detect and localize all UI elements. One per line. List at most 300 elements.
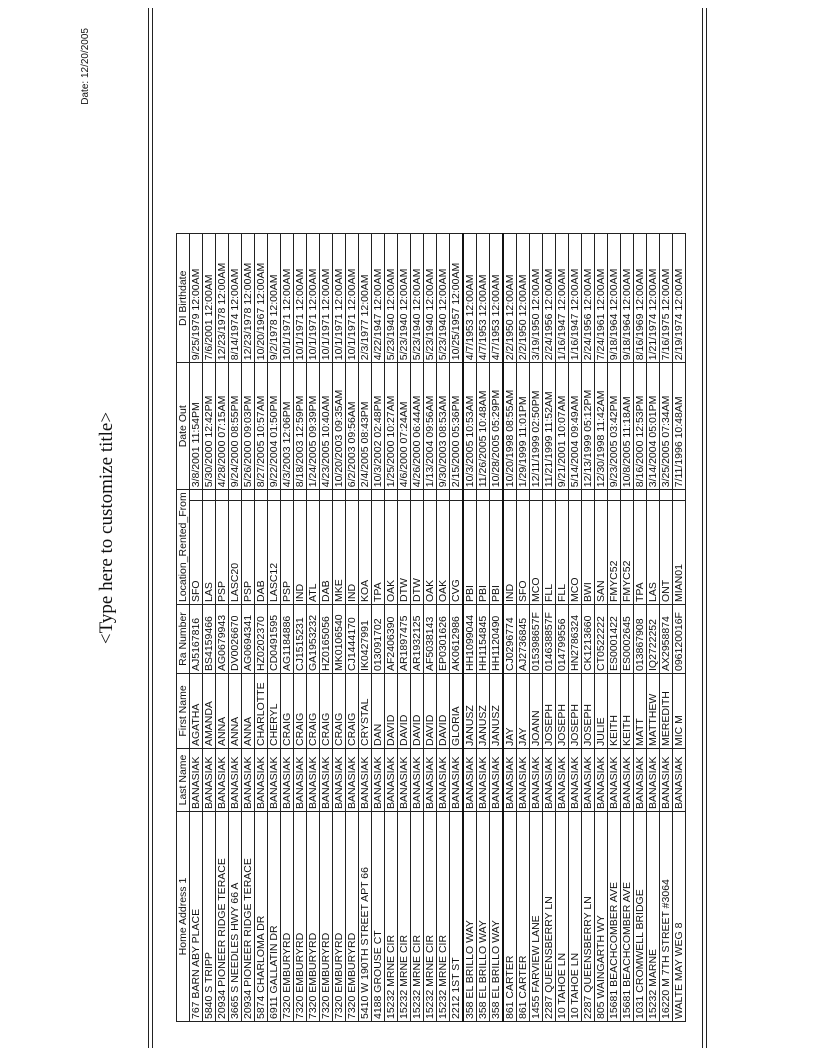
cell-last-name: BANASIAK [203, 749, 216, 812]
table-row [333, 234, 346, 1022]
cell-blank [359, 490, 372, 501]
table-row [569, 234, 582, 1022]
cell-birthdate: 1/16/1947 12:00AM [569, 234, 582, 363]
cell-blank [229, 490, 242, 501]
report-date: Date: 12/20/2005 [80, 28, 91, 105]
cell-last-name: BANASIAK [268, 749, 281, 812]
cell-birthdate: 5/23/1940 12:00AM [385, 234, 398, 363]
cell-first-name: ANNA [242, 674, 255, 749]
cell-location: LAS [203, 501, 216, 605]
cell-first-name: MATT [634, 674, 647, 749]
cell-first-name: JANUSZ [477, 674, 490, 749]
cell-first-name: CRAIG [307, 674, 320, 749]
cell-first-name: AMANDA [203, 674, 216, 749]
cell-date-out: 10/20/2003 09:35AM [333, 363, 346, 490]
table-row [411, 234, 424, 1022]
cell-first-name: CHERYL [268, 674, 281, 749]
cell-birthdate: 2/24/1956 12:00AM [582, 234, 595, 363]
cell-date-out: 9/24/2000 08:55PM [229, 363, 242, 490]
cell-ra-number: AF5038143 [424, 605, 437, 674]
cell-location: PBI [463, 501, 477, 605]
cell-location: LAS [647, 501, 660, 605]
table-row [294, 234, 307, 1022]
cell-date-out: 7/11/1996 10:48AM [673, 363, 686, 490]
cell-date-out: 2/4/2005 08:43PM [359, 363, 372, 490]
cell-ra-number: CK1213660 [582, 605, 595, 674]
cell-first-name: DAVID [424, 674, 437, 749]
cell-ra-number: IK0427991 [359, 605, 372, 674]
cell-last-name: BANASIAK [372, 749, 385, 812]
cell-last-name: BANASIAK [647, 749, 660, 812]
cell-date-out: 1/24/2005 09:39PM [307, 363, 320, 490]
cell-birthdate: 4/7/1953 12:00AM [477, 234, 490, 363]
table-row [595, 234, 608, 1022]
cell-ra-number: CJ0296774 [503, 605, 517, 674]
cell-blank [673, 490, 686, 501]
cell-address: 7320 EMBURYRD [281, 812, 294, 1022]
cell-last-name: BANASIAK [530, 749, 543, 812]
cell-ra-number: HN2786324 [569, 605, 582, 674]
cell-address: 6911 GALLATIN DR [268, 812, 281, 1022]
cell-blank [203, 490, 216, 501]
cell-address: 7320 EMBURYRD [333, 812, 346, 1022]
cell-ra-number: IQ2722252 [647, 605, 660, 674]
table-row [203, 234, 216, 1022]
cell-date-out: 4/28/2000 07:15AM [216, 363, 229, 490]
cell-address: 16220 M 7TH STREET #3064 [660, 812, 673, 1022]
top-rule-double [152, 8, 153, 1048]
table-row [320, 234, 333, 1022]
cell-last-name: BANASIAK [660, 749, 673, 812]
cell-date-out: 3/14/2004 05:01PM [647, 363, 660, 490]
cell-first-name: JAY [503, 674, 517, 749]
cell-date-out: 11/26/2005 10:48AM [477, 363, 490, 490]
cell-address: 5840 S TRIPP [203, 812, 216, 1022]
cell-date-out: 5/14/2004 09:49AM [569, 363, 582, 490]
cell-date-out: 12/13/1999 05:12PM [582, 363, 595, 490]
cell-first-name: JOANN [530, 674, 543, 749]
cell-location: FMYC52 [621, 501, 634, 605]
cell-location: PSP [216, 501, 229, 605]
cell-birthdate: 2/3/1977 12:00AM [359, 234, 372, 363]
table-row [582, 234, 595, 1022]
cell-first-name: CHARLOTTE [255, 674, 268, 749]
cell-blank [517, 490, 530, 501]
cell-first-name: DAN [372, 674, 385, 749]
cell-address: 861 CARTER [503, 812, 517, 1022]
table-row [490, 234, 504, 1022]
cell-address: 15232 MRNE CIR [437, 812, 450, 1022]
cell-address: 2287 QUEENSBERRY LN [582, 812, 595, 1022]
table-row [255, 234, 268, 1022]
cell-address: 15681 BEACHCOMBER AVE [608, 812, 621, 1022]
cell-address: WALTE MAY WEG 8 [673, 812, 686, 1022]
cell-ra-number: DV0026670 [229, 605, 242, 674]
cell-last-name: BANASIAK [543, 749, 556, 812]
cell-first-name: ANNA [216, 674, 229, 749]
table-row [450, 234, 464, 1022]
cell-blank [660, 490, 673, 501]
cell-last-name: BANASIAK [608, 749, 621, 812]
cell-birthdate: 10/1/1971 12:00AM [346, 234, 359, 363]
cell-birthdate: 10/1/1971 12:00AM [281, 234, 294, 363]
cell-blank [582, 490, 595, 501]
cell-birthdate: 5/23/1940 12:00AM [424, 234, 437, 363]
cell-blank [437, 490, 450, 501]
cell-blank [411, 490, 424, 501]
cell-blank [268, 490, 281, 501]
cell-first-name: DAVID [398, 674, 411, 749]
cell-last-name: BANASIAK [673, 749, 686, 812]
cell-ra-number: AJ2736845 [517, 605, 530, 674]
cell-ra-number: ES0001422 [608, 605, 621, 674]
cell-date-out: 10/3/2005 10:53AM [463, 363, 477, 490]
cell-birthdate: 2/24/1956 12:00AM [543, 234, 556, 363]
cell-blank [530, 490, 543, 501]
cell-date-out: 1/13/2004 09:56AM [424, 363, 437, 490]
table-row [608, 234, 621, 1022]
cell-ra-number: GA1953232 [307, 605, 320, 674]
rental-table [176, 233, 686, 1022]
cell-birthdate: 9/18/1964 12:00AM [621, 234, 634, 363]
cell-location: OAK [424, 501, 437, 605]
report-title: <Type here to customize title> [96, 411, 117, 645]
cell-ra-number: AJ5167816 [190, 605, 203, 674]
cell-first-name: MEREDITH [660, 674, 673, 749]
bottom-rule-double [706, 8, 707, 1048]
cell-location: MCO [530, 501, 543, 605]
cell-last-name: BANASIAK [242, 749, 255, 812]
cell-blank [621, 490, 634, 501]
cell-address: 861 CARTER [517, 812, 530, 1022]
cell-last-name: BANASIAK [255, 749, 268, 812]
cell-address: 15681 BEACHCOMBER AVE [621, 812, 634, 1022]
col-header-location: Location_Rented_From [177, 490, 190, 605]
cell-address: 5410 W 190TH STREET APT 66 [359, 812, 372, 1022]
table-header-row [177, 234, 190, 1022]
cell-ra-number: 015398657F [530, 605, 543, 674]
cell-first-name: JANUSZ [490, 674, 504, 749]
cell-address: 5874 CHARLOMA DR [255, 812, 268, 1022]
table-row [463, 234, 477, 1022]
cell-address: 1031 CROMWELL BRIDGE [634, 812, 647, 1022]
cell-location: DTW [411, 501, 424, 605]
cell-last-name: BANASIAK [411, 749, 424, 812]
cell-ra-number: AK0612986 [450, 605, 464, 674]
cell-location: OAK [437, 501, 450, 605]
cell-location: SAN [595, 501, 608, 605]
cell-birthdate: 10/1/1971 12:00AM [294, 234, 307, 363]
table-row [634, 234, 647, 1022]
table-row [216, 234, 229, 1022]
table-row [647, 234, 660, 1022]
cell-first-name: KEITH [608, 674, 621, 749]
cell-blank [242, 490, 255, 501]
cell-location: IND [294, 501, 307, 605]
cell-ra-number: BS4159466 [203, 605, 216, 674]
cell-ra-number: MK0106540 [333, 605, 346, 674]
cell-date-out: 4/23/2005 10:40AM [320, 363, 333, 490]
cell-last-name: BANASIAK [503, 749, 517, 812]
cell-location: BWI [582, 501, 595, 605]
cell-date-out: 1/25/2000 10:27AM [385, 363, 398, 490]
cell-ra-number: AG0694341 [242, 605, 255, 674]
cell-address: 15232 MARNE [647, 812, 660, 1022]
cell-blank [608, 490, 621, 501]
table-row [543, 234, 556, 1022]
cell-ra-number: HZ0202370 [255, 605, 268, 674]
cell-ra-number: AX2958874 [660, 605, 673, 674]
cell-birthdate: 5/23/1940 12:00AM [398, 234, 411, 363]
cell-address: 15232 MRNE CIR [411, 812, 424, 1022]
cell-blank [346, 490, 359, 501]
cell-last-name: BANASIAK [190, 749, 203, 812]
cell-ra-number: HZ0165056 [320, 605, 333, 674]
cell-address: 3665 S NEEDLES HWY 66 A [229, 812, 242, 1022]
cell-date-out: 12/11/1999 02:50PM [530, 363, 543, 490]
cell-birthdate: 7/16/1975 12:00AM [660, 234, 673, 363]
cell-last-name: BANASIAK [437, 749, 450, 812]
cell-blank [281, 490, 294, 501]
cell-date-out: 11/21/1999 11:52AM [543, 363, 556, 490]
col-header-address: Home Address 1 [177, 812, 190, 1022]
cell-date-out: 5/30/2000 12:42PM [203, 363, 216, 490]
cell-blank [634, 490, 647, 501]
cell-date-out: 6/2/2003 09:56AM [346, 363, 359, 490]
cell-blank [490, 490, 504, 501]
cell-location: DAB [320, 501, 333, 605]
cell-blank [503, 490, 517, 501]
cell-date-out: 3/25/2005 07:34AM [660, 363, 673, 490]
cell-first-name: KEITH [621, 674, 634, 749]
cell-address: 1455 FARVIEW LANE [530, 812, 543, 1022]
bottom-rule [702, 8, 703, 1048]
cell-ra-number: 013867908 [634, 605, 647, 674]
cell-ra-number: 013091702 [372, 605, 385, 674]
cell-date-out: 10/3/2002 02:48PM [372, 363, 385, 490]
table-row [530, 234, 543, 1022]
cell-first-name: CRAIG [320, 674, 333, 749]
cell-first-name: CRAIG [346, 674, 359, 749]
cell-blank [307, 490, 320, 501]
cell-address: 805 WAINGARTH WY [595, 812, 608, 1022]
cell-date-out: 9/23/2005 03:42PM [608, 363, 621, 490]
cell-birthdate: 2/19/1974 12:00AM [673, 234, 686, 363]
cell-blank [477, 490, 490, 501]
cell-date-out: 4/6/2000 07:24AM [398, 363, 411, 490]
cell-blank [333, 490, 346, 501]
table-row [385, 234, 398, 1022]
cell-first-name: DAVID [411, 674, 424, 749]
table-row [477, 234, 490, 1022]
cell-birthdate: 4/7/1953 12:00AM [463, 234, 477, 363]
cell-first-name: JOSEPH [569, 674, 582, 749]
cell-ra-number: 096120016F [673, 605, 686, 674]
cell-birthdate: 12/23/1978 12:00AM [216, 234, 229, 363]
cell-date-out: 10/8/2005 11:18AM [621, 363, 634, 490]
cell-location: MKE [333, 501, 346, 605]
cell-ra-number: HH1154845 [477, 605, 490, 674]
cell-date-out: 5/26/2000 09:03PM [242, 363, 255, 490]
cell-ra-number: AG0679943 [216, 605, 229, 674]
table-row [398, 234, 411, 1022]
table-row [359, 234, 372, 1022]
cell-first-name: CRAIG [281, 674, 294, 749]
cell-ra-number: ES0002645 [621, 605, 634, 674]
cell-birthdate: 10/1/1971 12:00AM [307, 234, 320, 363]
table-body [190, 234, 686, 1022]
cell-location: ONT [660, 501, 673, 605]
cell-birthdate: 7/24/1961 12:00AM [595, 234, 608, 363]
cell-last-name: BANASIAK [346, 749, 359, 812]
cell-location: PSP [242, 501, 255, 605]
cell-location: ATL [307, 501, 320, 605]
cell-blank [216, 490, 229, 501]
cell-first-name: CRYSTAL [359, 674, 372, 749]
cell-last-name: BANASIAK [424, 749, 437, 812]
cell-date-out: 10/28/2005 05:29PM [490, 363, 504, 490]
cell-birthdate: 8/14/1974 12:00AM [229, 234, 242, 363]
cell-blank [255, 490, 268, 501]
cell-birthdate: 2/2/1950 12:00AM [503, 234, 517, 363]
cell-address: 7320 EMBURYRD [307, 812, 320, 1022]
cell-last-name: BANASIAK [229, 749, 242, 812]
cell-blank [463, 490, 477, 501]
cell-birthdate: 10/1/1971 12:00AM [320, 234, 333, 363]
cell-date-out: 3/8/2001 11:54PM [190, 363, 203, 490]
cell-first-name: DAVID [385, 674, 398, 749]
cell-location: MCO [569, 501, 582, 605]
cell-address: 7320 EMBURYRD [346, 812, 359, 1022]
table-row [229, 234, 242, 1022]
cell-birthdate: 2/2/1950 12:00AM [517, 234, 530, 363]
cell-first-name: MATTHEW [647, 674, 660, 749]
cell-ra-number: HH1099044 [463, 605, 477, 674]
table-row [673, 234, 686, 1022]
cell-location: FLL [556, 501, 569, 605]
cell-last-name: BANASIAK [385, 749, 398, 812]
cell-first-name: JOSEPH [556, 674, 569, 749]
cell-date-out: 10/20/1998 08:55AM [503, 363, 517, 490]
cell-birthdate: 1/16/1947 12:00AM [556, 234, 569, 363]
cell-location: KOA [359, 501, 372, 605]
col-header-ra-number: Ra Number [177, 605, 190, 674]
cell-blank [556, 490, 569, 501]
cell-blank [190, 490, 203, 501]
cell-last-name: BANASIAK [556, 749, 569, 812]
cell-last-name: BANASIAK [634, 749, 647, 812]
cell-location: PBI [490, 501, 504, 605]
table-row [503, 234, 517, 1022]
cell-last-name: BANASIAK [621, 749, 634, 812]
top-rule [148, 8, 149, 1048]
cell-first-name: ANNA [229, 674, 242, 749]
cell-blank [372, 490, 385, 501]
cell-location: PBI [477, 501, 490, 605]
cell-first-name: MIC M [673, 674, 686, 749]
cell-address: 7320 EMBURYRD [294, 812, 307, 1022]
cell-first-name: DAVID [437, 674, 450, 749]
cell-address: 358 EL BRILLO WAY [477, 812, 490, 1022]
table-row [242, 234, 255, 1022]
cell-last-name: BANASIAK [450, 749, 464, 812]
cell-location: OAK [385, 501, 398, 605]
cell-date-out: 9/21/2001 10:07AM [556, 363, 569, 490]
cell-birthdate: 8/16/1969 12:00AM [634, 234, 647, 363]
table-row [517, 234, 530, 1022]
cell-date-out: 2/15/2000 05:36PM [450, 363, 464, 490]
table-row [621, 234, 634, 1022]
cell-birthdate: 9/18/1964 12:00AM [608, 234, 621, 363]
cell-location: SFO [517, 501, 530, 605]
cell-last-name: BANASIAK [307, 749, 320, 812]
cell-birthdate: 5/23/1940 12:00AM [437, 234, 450, 363]
cell-first-name: JANUSZ [463, 674, 477, 749]
cell-last-name: BANASIAK [569, 749, 582, 812]
table-row [281, 234, 294, 1022]
cell-birthdate: 10/20/1967 12:00AM [255, 234, 268, 363]
cell-ra-number: HH1120490 [490, 605, 504, 674]
cell-location: CVG [450, 501, 464, 605]
cell-birthdate: 1/21/1974 12:00AM [647, 234, 660, 363]
cell-last-name: BANASIAK [333, 749, 346, 812]
cell-blank [450, 490, 464, 501]
cell-last-name: BANASIAK [517, 749, 530, 812]
cell-blank [647, 490, 660, 501]
cell-address: 358 EL BRILLO WAY [463, 812, 477, 1022]
cell-address: 2212 1ST ST [450, 812, 464, 1022]
cell-ra-number: AF2406390 [385, 605, 398, 674]
table-row [556, 234, 569, 1022]
cell-ra-number: CJ1444170 [346, 605, 359, 674]
cell-date-out: 8/18/2003 12:59PM [294, 363, 307, 490]
cell-blank [294, 490, 307, 501]
cell-location: DAB [255, 501, 268, 605]
cell-date-out: 9/22/2004 01:50PM [268, 363, 281, 490]
col-header-birthdate: DI Birthdate [177, 234, 190, 363]
table-row [268, 234, 281, 1022]
cell-last-name: BANASIAK [595, 749, 608, 812]
cell-birthdate: 5/23/1940 12:00AM [411, 234, 424, 363]
cell-location: IND [346, 501, 359, 605]
cell-last-name: BANASIAK [463, 749, 477, 812]
cell-location: SFO [190, 501, 203, 605]
cell-location: PSP [281, 501, 294, 605]
cell-location: TPA [634, 501, 647, 605]
cell-last-name: BANASIAK [477, 749, 490, 812]
cell-last-name: BANASIAK [582, 749, 595, 812]
cell-ra-number: CT0522222 [595, 605, 608, 674]
cell-first-name: AGATHA [190, 674, 203, 749]
table-row [190, 234, 203, 1022]
cell-location: DTW [398, 501, 411, 605]
cell-date-out: 8/16/2000 12:53PM [634, 363, 647, 490]
cell-address: 10 TAHOE LN [569, 812, 582, 1022]
cell-date-out: 4/3/2003 12:06PM [281, 363, 294, 490]
table-row [372, 234, 385, 1022]
cell-birthdate: 3/19/1950 12:00AM [530, 234, 543, 363]
cell-birthdate: 4/22/1947 12:00AM [372, 234, 385, 363]
table-row [660, 234, 673, 1022]
cell-birthdate: 4/7/1953 12:00AM [490, 234, 504, 363]
cell-last-name: BANASIAK [216, 749, 229, 812]
cell-ra-number: CJ1515231 [294, 605, 307, 674]
cell-birthdate: 10/1/1971 12:00AM [333, 234, 346, 363]
cell-last-name: BANASIAK [320, 749, 333, 812]
col-header-first-name: First Name [177, 674, 190, 749]
cell-birthdate: 12/23/1978 12:00AM [242, 234, 255, 363]
cell-location: LASC20 [229, 501, 242, 605]
